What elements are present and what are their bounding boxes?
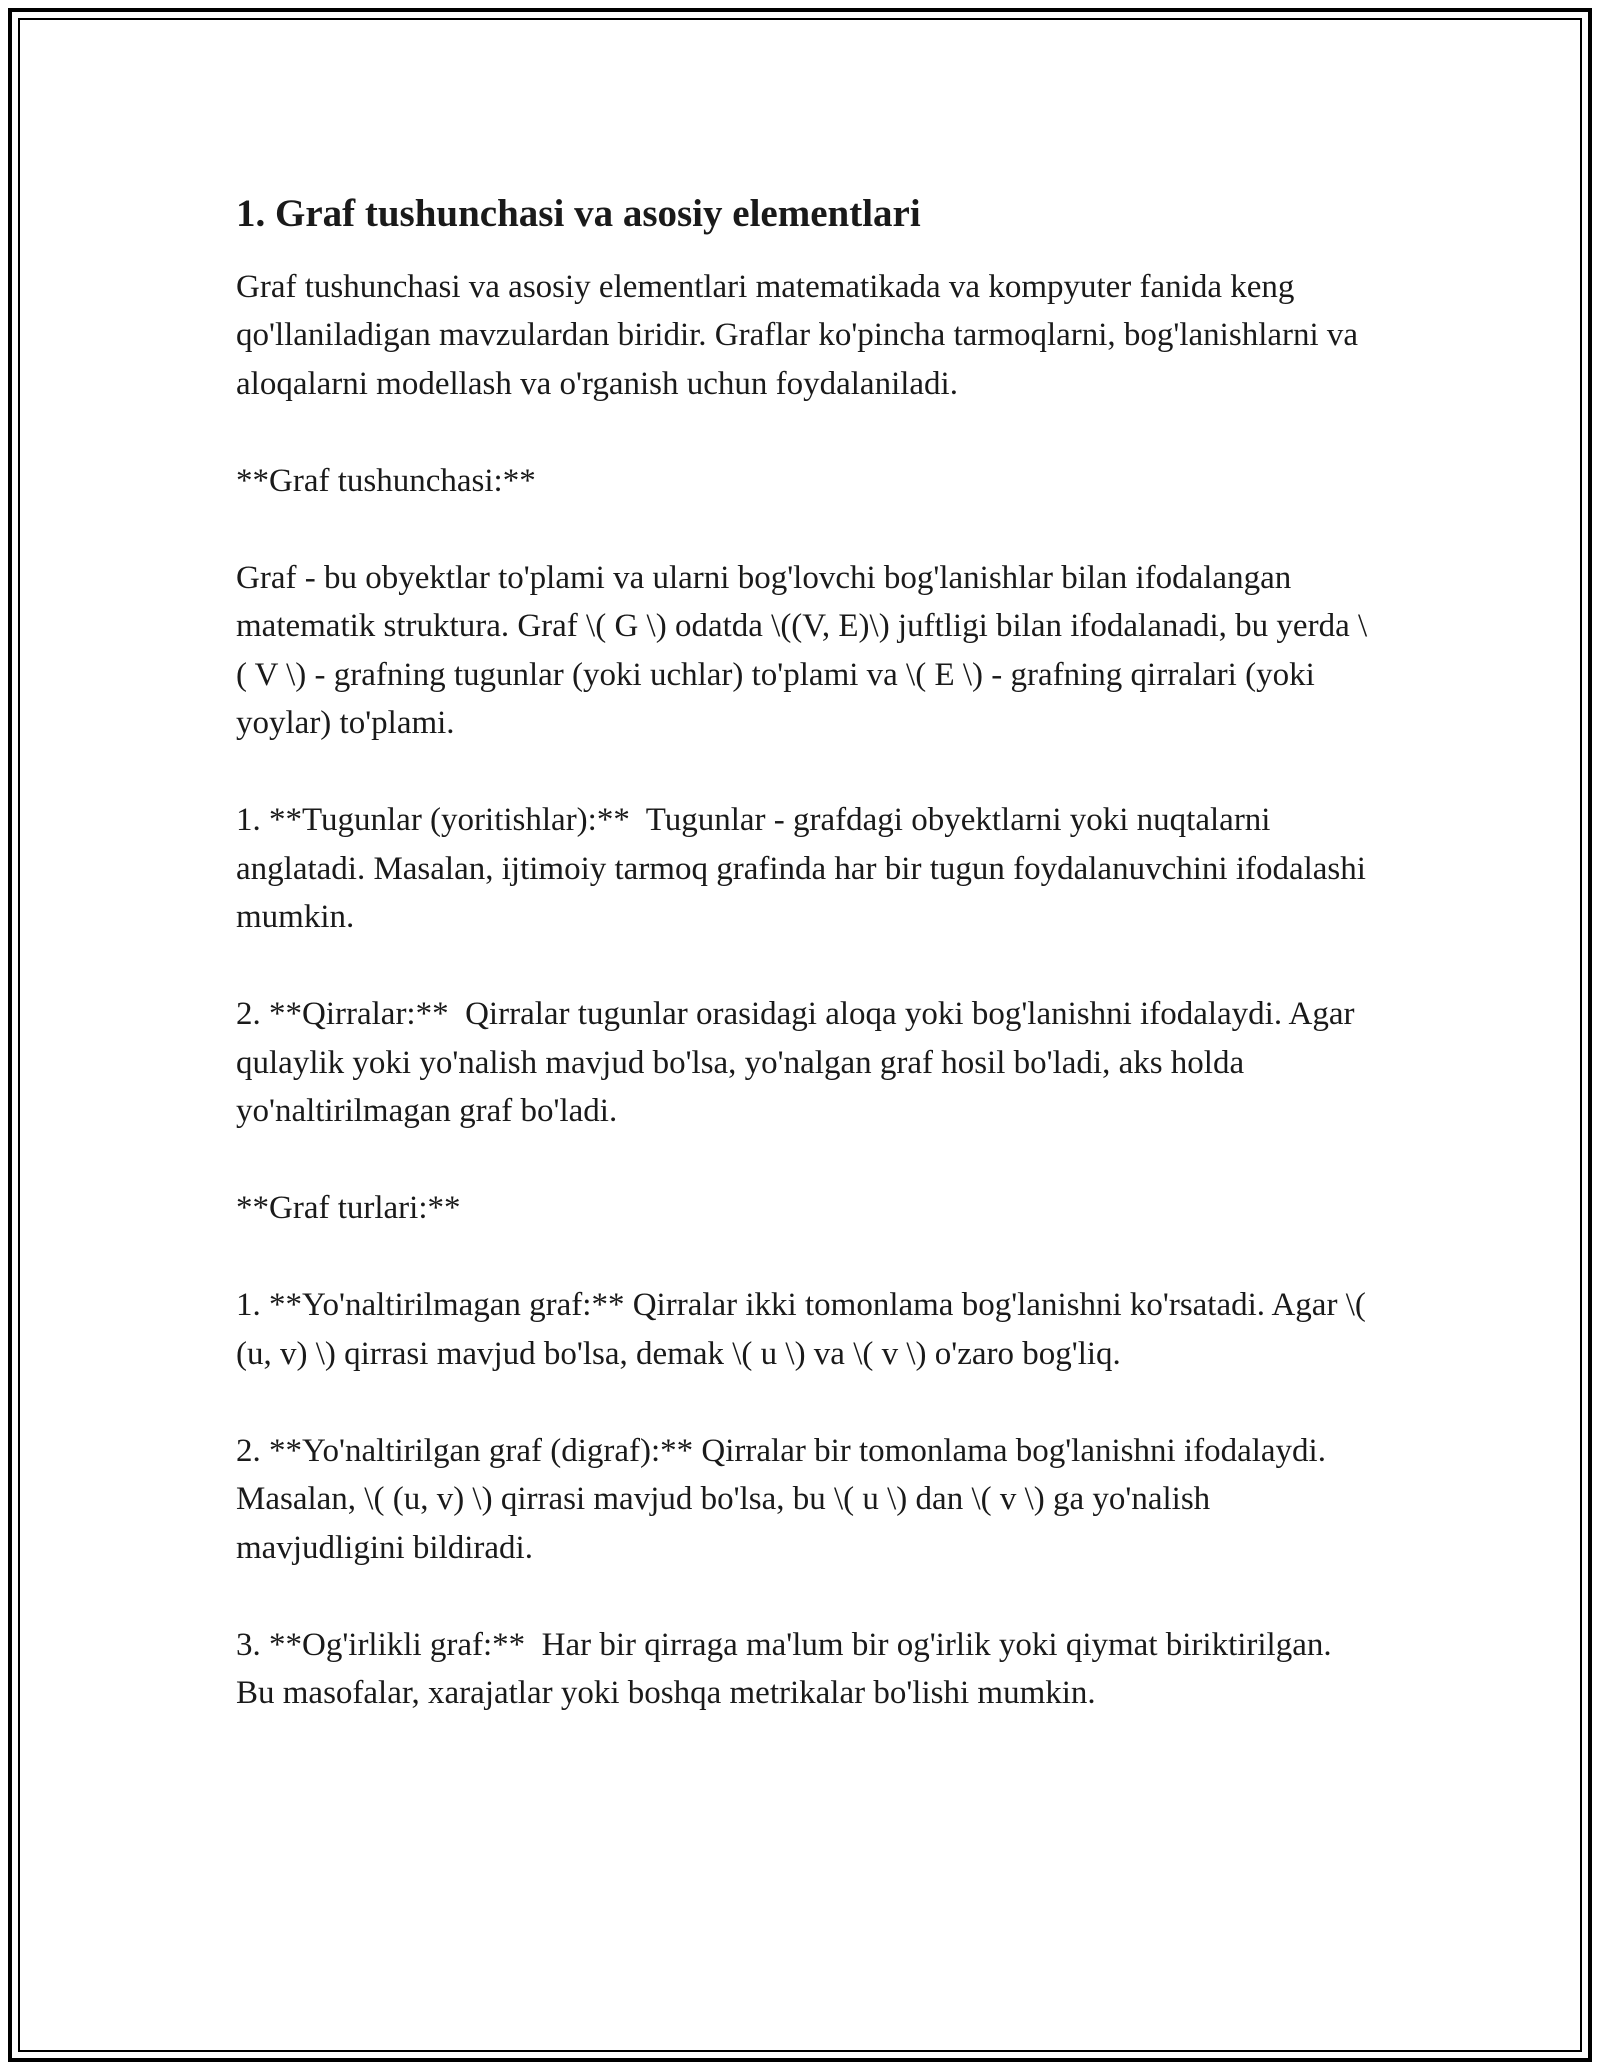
section-heading: 1. Graf tushunchasi va asosiy elementlari xyxy=(236,192,921,235)
list-item-yonaltirilmagan-graf: 1. **Yo'naltirilmagan graf:** Qirralar ikki tomonlama bog'lanishni ko'rsatadi. Agar \( (u, v) \) qirrasi mavjud bo'lsa, demak \( u \) va \( v \) o'zaro bog'liq. xyxy=(236,1287,1375,1372)
list-item-tugunlar: 1. **Tugunlar (yoritishlar):** Tugunlar - grafdagi obyektlarni yoki nuqtalarni anglatadi. Masalan, ijtimoiy tarmoq grafinda har bir tugun foydalanuvchini ifodalashi mumkin. xyxy=(236,802,1375,936)
list-item-ogirlikli-graf: 3. **Og'irlikli graf:** Har bir qirraga ma'lum bir og'irlik yoki qiymat biriktirilgan. Bu masofalar, xarajatlar yoki boshqa metrikalar bo'lishi mumkin. xyxy=(236,1626,1340,1712)
paragraph-graf-turlari-label: **Graf turlari:** xyxy=(236,1190,461,1227)
paragraph-graf-tushunchasi-label: **Graf tushunchasi:** xyxy=(236,462,536,499)
list-item-qirralar: 2. **Qirralar:** Qirralar tugunlar orasidagi aloqa yoki bog'lanishni ifodalaydi. Agar qulaylik yoki yo'nalish mavjud bo'lsa, yo'nalgan graf hosil bo'ladi, aks holda yo'naltirilmagan graf bo'ladi. xyxy=(236,996,1363,1130)
paragraph-graf-definition: Graf - bu obyektlar to'plami va ularni bog'lovchi bog'lanishlar bilan ifodalangan matematik struktura. Graf \( G \) odatda \((V, E)\) juftligi bilan ifodalanadi, bu yerda \( V \) - grafning tugunlar (yoki uchlar) to'plami va \( E \) - grafning qirralari (yoki yoylar) to'plami. xyxy=(236,559,1368,742)
list-item-yonaltirilgan-graf: 2. **Yo'naltirilgan graf (digraf):** Qirralar bir tomonlama bog'lanishni ifodalaydi. Masalan, \( (u, v) \) qirrasi mavjud bo'lsa, bu \( u \) dan \( v \) ga yo'nalish mavjudligini bildiradi. xyxy=(236,1432,1335,1566)
paragraph-intro: Graf tushunchasi va asosiy elementlari matematikada va kompyuter fanida keng qo'llaniladigan mavzulardan biridir. Graflar ko'pincha tarmoqlarni, bog'lanishlarni va aloqalarni modellash va o'rganish uchun foydalaniladi. xyxy=(236,268,1367,402)
document-body xyxy=(236,190,1376,1766)
